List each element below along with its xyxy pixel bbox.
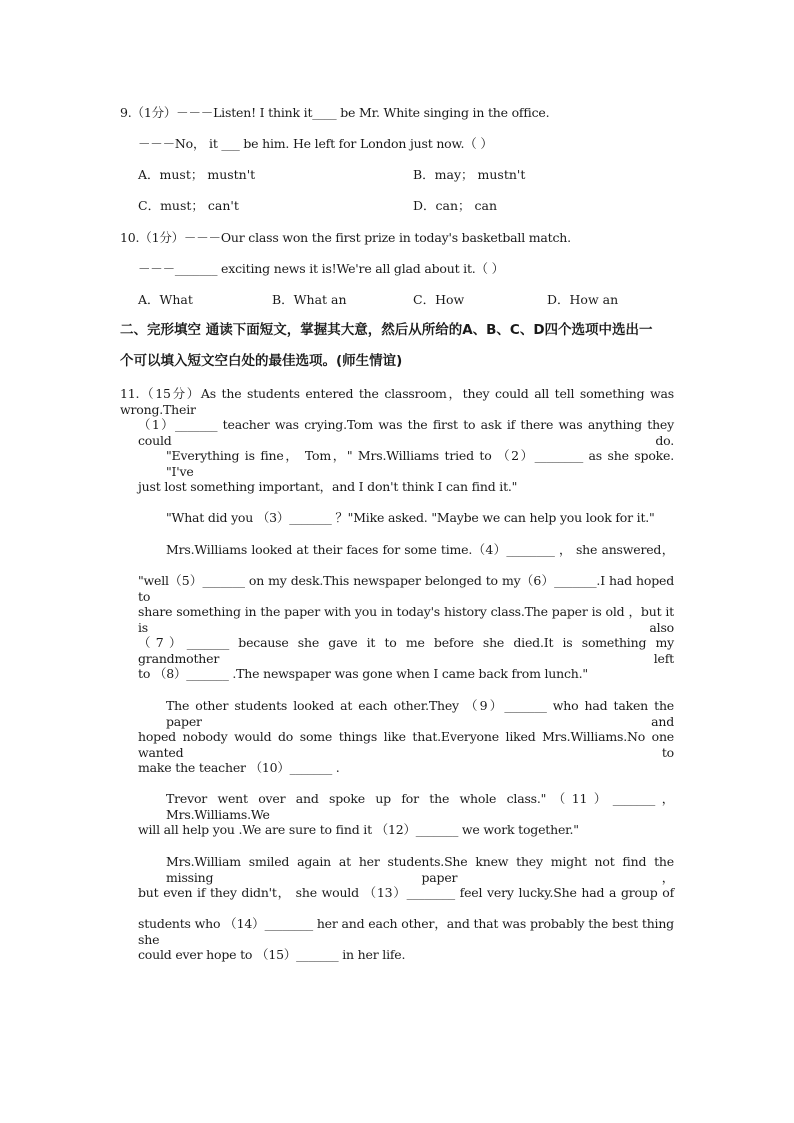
q11-line-13: make the teacher （10）_______ . xyxy=(138,760,340,775)
section-heading-line1: 二、完形填空 通读下面短文，掌握其大意，然后从所给的A、B、C、D四个选项中选出一 xyxy=(120,322,653,338)
q9-option-d: D．can； can xyxy=(413,198,498,213)
q11-line-14: Trevor went over and spoke up for the whole class."（11）_______，Mrs.Williams.We xyxy=(166,791,674,822)
q10-option-a: A．What xyxy=(138,292,193,307)
q11-line-8: share something in the paper with you in today's history class.The paper is old ，but it is also xyxy=(138,604,674,635)
q9-stem: 9.（1分）－－－Listen! I think it____ be Mr. White singing in the office. xyxy=(120,105,550,120)
q11-line-6: Mrs.Williams looked at their faces for some time.（4）________ ， she answered， xyxy=(166,542,674,557)
q9-option-c: C．must； can't xyxy=(138,198,239,213)
q10-option-d: D．How an xyxy=(547,292,619,307)
q11-line-2: （1）_______ teacher was crying.Tom was the first to ask if there was anything they could do. xyxy=(138,417,674,448)
q9-option-b: B．may； mustn't xyxy=(413,167,526,182)
q9-option-a: A．must； mustn't xyxy=(138,167,256,182)
q11-line-16: Mrs.William smiled again at her students.She knew they might not find the missing paper， xyxy=(166,854,674,885)
q11-line-15: will all help you .We are sure to find it （12）_______ we work together." xyxy=(138,822,579,837)
q10-response: －－－_______ exciting news it is!We're all glad about it.（ ） xyxy=(138,261,504,276)
q10-stem: 10.（1分）－－－Our class won the first prize in today's basketball match. xyxy=(120,230,571,245)
q9-response: －－－No， it ___ be him. He left for London just now.（ ） xyxy=(138,136,493,151)
q10-option-b: B．What an xyxy=(272,292,347,307)
q10-option-c: C．How xyxy=(413,292,465,307)
q11-line-12: hoped nobody would do some things like that.Everyone liked Mrs.Williams.No one wanted to xyxy=(138,729,674,760)
q11-line-9: （7）_______ because she gave it to me before she died.It is something my grandmother left xyxy=(138,635,674,666)
q11-line-5: "What did you （3）_______ ？"Mike asked. "Maybe we can help you look for it." xyxy=(166,510,655,525)
q11-line-11: The other students looked at each other.They （9）_______ who had taken the paper and xyxy=(166,698,674,729)
section-heading-line2: 个可以填入短文空白处的最佳选项。(师生情谊) xyxy=(120,353,403,369)
q11-line-3: "Everything is fine， Tom，" Mrs.Williams tried to （2）________ as she spoke. "I've xyxy=(166,448,674,479)
q11-line-4: just lost something important，and I don't think I can find it." xyxy=(138,479,518,494)
q11-line-10: to （8）_______ .The newspaper was gone when I came back from lunch." xyxy=(138,666,588,681)
q11-line-1: 11.（15分）As the students entered the classroom，they could all tell something was wrong.Their xyxy=(120,386,674,417)
q11-line-18: students who （14）________ her and each other，and that was probably the best thing she xyxy=(138,916,674,947)
q11-line-17: but even if they didn't， she would （13）________ feel very lucky.She had a group of xyxy=(138,885,674,900)
q11-line-19: could ever hope to （15）_______ in her life. xyxy=(138,947,406,962)
q11-line-7: "well（5）_______ on my desk.This newspaper belonged to my（6）_______.I had hoped to xyxy=(138,573,674,604)
